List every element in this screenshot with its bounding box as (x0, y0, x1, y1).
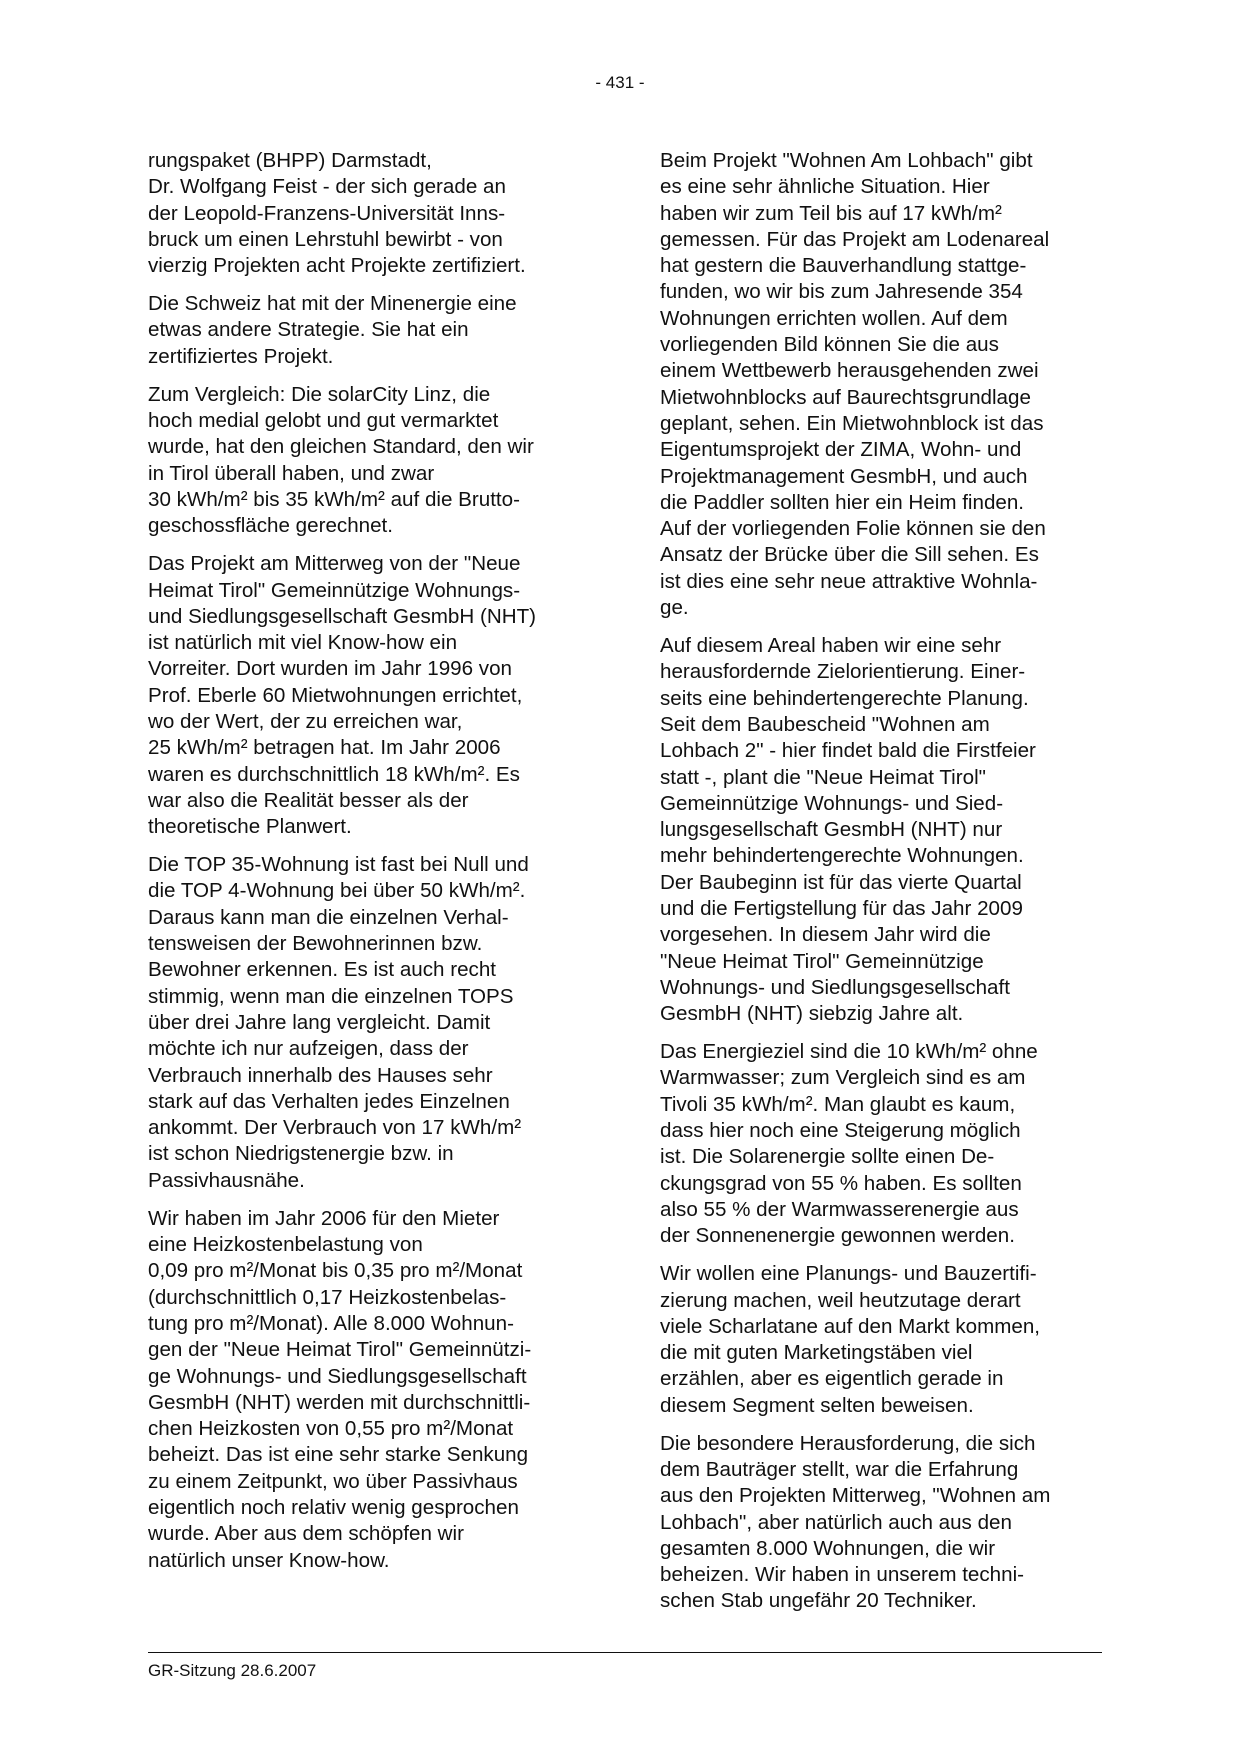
paragraph: Die Schweiz hat mit der Minenergie eine etwas andere Strategie. Sie hat ein zertifiziertes Projekt. (148, 292, 517, 368)
paragraph: Auf diesem Areal haben wir eine sehr herausfordernde Zielorientierung. Einer- seits eine behindertengerechte Planung. Seit dem Baubescheid "Wohnen am Lohbach 2" - hier findet bald die Firstfeier statt -, plant die "Neue Heimat Tirol" Gemeinnützige Wohnungs- und Sied- lungsgesellschaft GesmbH (NHT) nur mehr behindertengerechte Wohnungen. Der Baubeginn ist für das vierte Quartal und die Fertigstellung für das Jahr 2009 vorgesehen. In diesem Jahr wird die "Neue Heimat Tirol" Gemeinnützige Wohnungs- und Siedlungsgesellschaft GesmbH (NHT) siebzig Jahre alt. (660, 634, 1036, 1026)
footer-divider (148, 1652, 1102, 1653)
right-column (660, 148, 1106, 1626)
paragraph: Die TOP 35-Wohnung ist fast bei Null und die TOP 4-Wohnung bei über 50 kWh/m². Daraus kann man die einzelnen Verhal- tensweisen der Bewohnerinnen bzw. Bewohner erkennen. Es ist auch recht stimmig, wenn man die einzelnen TOPS über drei Jahre lang vergleicht. Damit möchte ich nur aufzeigen, dass der Verbrauch innerhalb des Hauses sehr stark auf das Verhalten jedes Einzelnen ankommt. Der Verbrauch von 17 kWh/m² ist schon Niedrigstenergie bzw. in Passivhausnähe. (148, 853, 529, 1192)
page-number: - 431 - (595, 73, 645, 92)
paragraph: Das Projekt am Mitterweg von der "Neue Heimat Tirol" Gemeinnützige Wohnungs- und Siedlungsgesellschaft GesmbH (NHT) ist natürlich mit viel Know-how ein Vorreiter. Dort wurden im Jahr 1996 von Prof. Eberle 60 Mietwohnungen errichtet, wo der Wert, der zu erreichen war, 25 kWh/m² betragen hat. Im Jahr 2006 waren es durchschnittlich 18 kWh/m². Es war also die Realität besser als der theoretische Planwert. (148, 552, 537, 839)
paragraph: Das Energieziel sind die 10 kWh/m² ohne Warmwasser; zum Vergleich sind es am Tivoli 35 kWh/m². Man glaubt es kaum, dass hier noch eine Steigerung möglich ist. Die Solarenergie sollte einen De- ckungsgrad von 55 % haben. Es sollten also 55 % der Warmwasserenergie aus der Sonnenenergie gewonnen werden. (660, 1040, 1038, 1248)
paragraph: Zum Vergleich: Die solarCity Linz, die hoch medial gelobt und gut vermarktet wurde, hat den gleichen Standard, den wir in Tirol überall haben, und zwar 30 kWh/m² bis 35 kWh/m² auf die Brutto- geschossfläche gerechnet. (148, 382, 534, 538)
left-column (148, 148, 586, 1586)
paragraph: Beim Projekt "Wohnen Am Lohbach" gibt es eine sehr ähnliche Situation. Hier haben wir zum Teil bis auf 17 kWh/m² gemessen. Für das Projekt am Lodenareal hat gestern die Bauverhandlung stattge- funden, wo wir bis zum Jahresende 354 Wohnungen errichten wollen. Auf dem vorliegenden Bild können Sie die aus einem Wettbewerb herausgehenden zwei Mietwohnblocks auf Baurechtsgrundlage geplant, sehen. Ein Mietwohnblock ist das Eigentumsprojekt der ZIMA, Wohn- und Projektmanagement GesmbH, und auch die Paddler sollten hier ein Heim finden. Auf der vorliegenden Folie können sie den Ansatz der Brücke über die Sill sehen. Es ist dies eine sehr neue attraktive Wohnla- ge. (660, 149, 1050, 620)
paragraph: Wir wollen eine Planungs- und Bauzertifi- zierung machen, weil heutzutage derart viele Scharlatane auf den Markt kommen, die mit guten Marketingstäben viel erzählen, aber es eigentlich gerade in diesem Segment selten beweisen. (660, 1262, 1041, 1417)
footer-text: GR-Sitzung 28.6.2007 (148, 1661, 317, 1680)
paragraph: Die besondere Herausforderung, die sich dem Bauträger stellt, war die Erfahrung aus den Projekten Mitterweg, "Wohnen am Lohbach", aber natürlich auch aus den gesamten 8.000 Wohnungen, die wir beheizen. Wir haben in unserem techni- schen Stab ungefähr 20 Techniker. (660, 1431, 1051, 1613)
paragraph: Wir haben im Jahr 2006 für den Mieter eine Heizkostenbelastung von 0,09 pro m²/Monat bis 0,35 pro m²/Monat (durchschnittlich 0,17 Heizkostenbelas- tung pro m²/Monat). Alle 8.000 Wohnun- gen der "Neue Heimat Tirol" Gemeinnützi- ge Wohnungs- und Siedlungsgesellschaft GesmbH (NHT) werden mit durchschnittli- chen Heizkosten von 0,55 pro m²/Monat beheizt. Das ist eine sehr starke Senkung zu einem Zeitpunkt, wo über Passivhaus eigentlich noch relativ wenig gesprochen wurde. Aber aus dem schöpfen wir natürlich unser Know-how. (148, 1206, 532, 1572)
paragraph: rungspaket (BHPP) Darmstadt, Dr. Wolfgang Feist - der sich gerade an der Leopold-Franzens-Universität Inns- bruck um einen Lehrstuhl bewirbt - von vierzig Projekten acht Projekte zertifiziert. (148, 149, 526, 278)
